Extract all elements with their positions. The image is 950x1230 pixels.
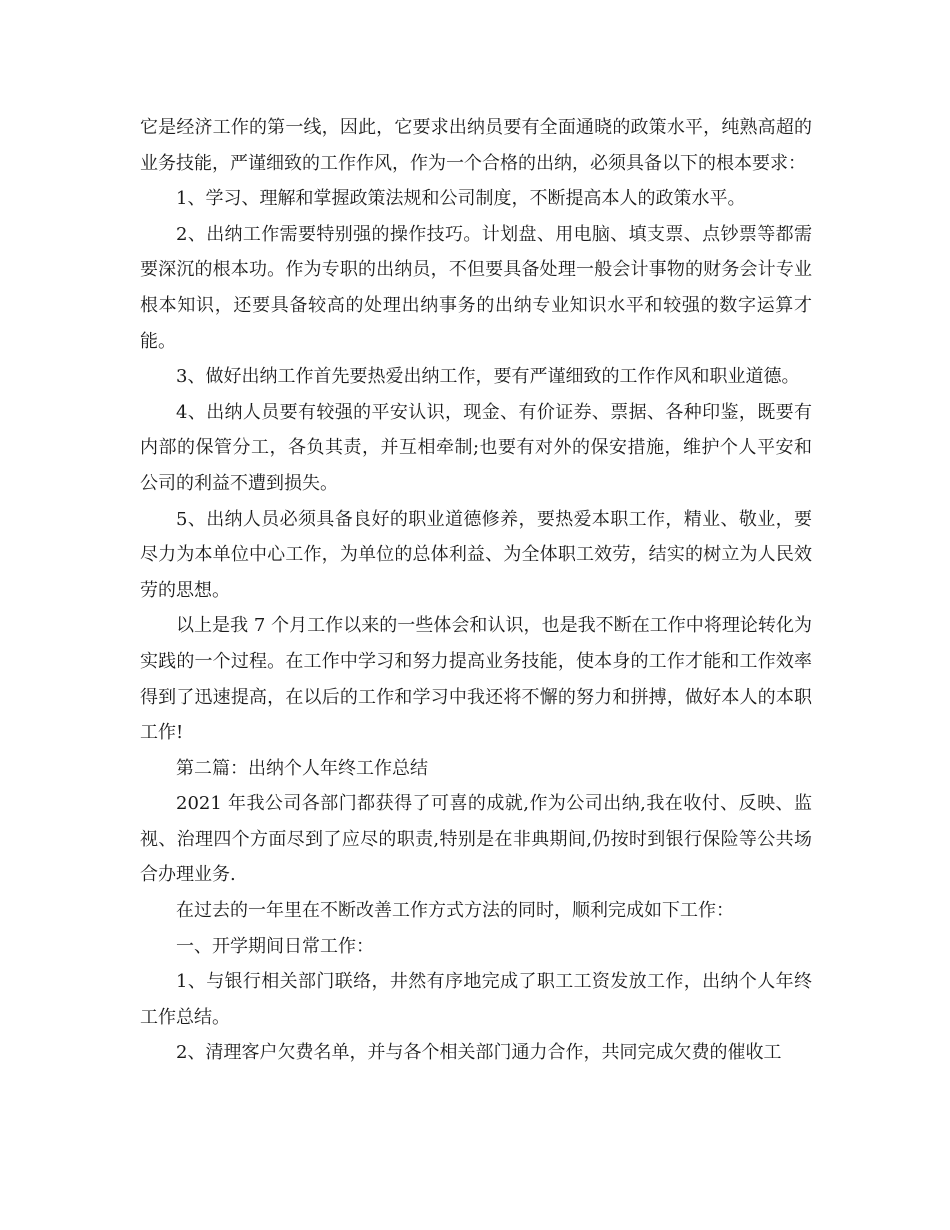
subheading-daily-work: 一、开学期间日常工作： (176, 935, 374, 957)
paragraph-item-1: 1、与银行相关部门联络，井然有序地完成了职工工资发放工作，出纳个人年终工作总结。 (140, 971, 812, 1028)
paragraph-requirement-1: 1、学习、理解和掌握政策法规和公司制度，不断提高本人的政策水平。 (176, 188, 746, 210)
paragraph-requirement-2: 2、出纳工作需要特别强的操作技巧。计划盘、用电脑、填支票、点钞票等都需要深沉的根本功。作为专职的出纳员，不但要具备处理一般会计事物的财务会计专业根本知识，还要具备较高的处理出纳事务的出纳专业知识水平和较强的数字运算才能。 (140, 223, 812, 352)
paragraph-requirement-3: 3、做好出纳工作首先要热爱出纳工作，要有严谨细致的工作作风和职业道德。 (176, 366, 800, 388)
paragraph-intro: 它是经济工作的第一线，因此，它要求出纳员要有全面通晓的政策水平，纯熟高超的业务技能，严谨细致的工作作风，作为一个合格的出纳，必须具备以下的根本要求： (140, 117, 812, 174)
paragraph-requirement-4: 4、出纳人员要有较强的平安认识，现金、有价证券、票据、各种印鉴，既要有内部的保管分工，各负其责，并互相牵制;也要有对外的保安措施，维护个人平安和公司的利益不遭到损失。 (140, 401, 812, 494)
section-heading-part-two: 第二篇：出纳个人年终工作总结 (176, 757, 428, 779)
paragraph-conclusion: 以上是我 7 个月工作以来的一些体会和认识，也是我不断在工作中将理论转化为实践的一个过程。在工作中学习和努力提高业务技能，使本身的工作才能和工作效率得到了迅速提高，在以后的工作和学习中我还将不懈的努力和拼搏，做好本人的本职工作! (140, 615, 812, 744)
paragraph-year-summary: 2021 年我公司各部门都获得了可喜的成就,作为公司出纳,我在收付、反映、监视、治理四个方面尽到了应尽的职责,特别是在非典期间,仍按时到银行保险等公共场合办理业务. (140, 793, 812, 886)
paragraph-item-2: 2、清理客户欠费名单，并与各个相关部门通力合作，共同完成欠费的催收工 (176, 1042, 782, 1064)
paragraph-requirement-5: 5、出纳人员必须具备良好的职业道德修养，要热爱本职工作，精业、敬业，要尽力为本单位中心工作，为单位的总体利益、为全体职工效劳，结实的树立为人民效劳的思想。 (140, 508, 812, 601)
paragraph-work-intro: 在过去的一年里在不断改善工作方式方法的同时，顺利完成如下工作： (176, 900, 734, 922)
document-body (140, 110, 812, 1071)
